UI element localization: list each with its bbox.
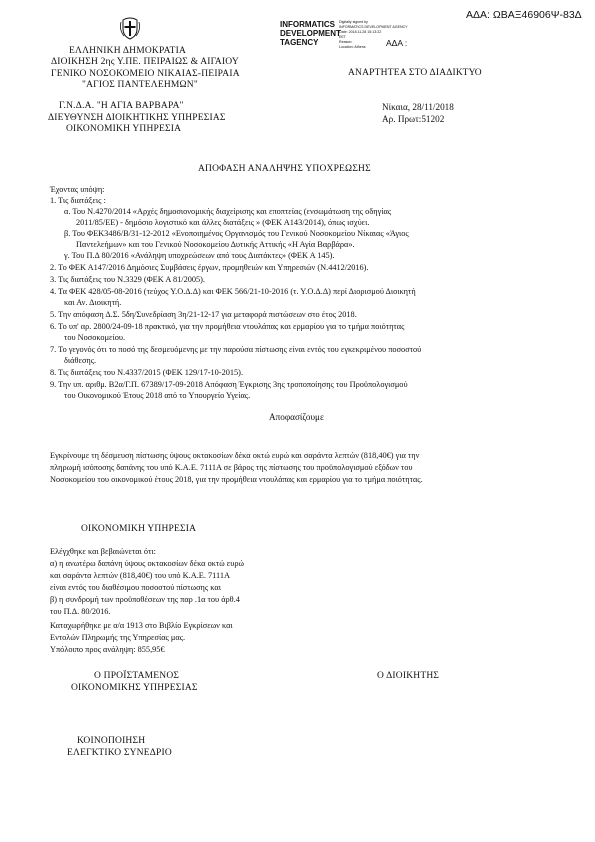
protocol-number: Αρ. Πρωτ:51202 [382,114,445,124]
financial-service-heading: ΟΙΚΟΝΟΜΙΚΗ ΥΠΗΡΕΣΙΑ [81,524,197,534]
body-line: Εγκρίνουμε τη δέσμευση πίστωσης ύψους οκτακοσίων δέκα οκτώ ευρώ και σαράντα λεπτών (818,40€) για την [50,451,420,460]
header-democracy: ΕΛΛΗΝΙΚΗ ΔΗΜΟΚΡΑΤΙΑ [69,46,187,56]
ada-number: ΑΔΑ: ΩΒΑΞ46906Ψ-83Δ [466,9,582,21]
list-item: του Οικονομικού Έτους 2018 από το Υπουργείο Υγείας. [64,391,251,400]
fin-line: β) η συνδρομή των προϋποθέσεων της παρ .1α του άρθ.4 [50,595,240,604]
list-item: γ. Του Π.Δ 80/2016 «Ανάληψη υποχρεώσεων από τους Διατάκτες» (ΦΕΚ Α 145). [64,251,335,260]
considering-heading: Έχοντας υπόψη: [50,185,105,194]
notify-heading: ΚΟΙΝΟΠΟΙΗΣΗ [77,736,146,746]
signatory-title-left: Ο ΠΡΟΪΣΤΑΜΕΝΟΣ [94,671,180,681]
list-item: 6. Το υπ' αρ. 2800/24-09-18 πρακτικό, για την προμήθεια ντουλάπας και ερμαρίου για το τμήμα ποιότητας [50,322,405,331]
fin-line: α) η ανωτέρω δαπάνη ύψους οκτακοσίων δέκα οκτώ ευρώ [50,559,244,568]
stamp-detail-line: INFORMATICS DEVELOPMENT AGENCY [339,25,408,29]
stamp-ada-label: ΑΔΑ : [386,38,408,48]
fin-line: Ελέγχθηκε και βεβαιώνεται ότι: [50,547,156,556]
coat-of-arms-icon [119,16,141,40]
header-hospital: ΓΕΝΙΚΟ ΝΟΣΟΚΟΜΕΙΟ ΝΙΚΑΙΑΣ-ΠΕΙΡΑΙΑ [51,69,240,79]
list-item: 2011/85/ΕΕ) - δημόσιο λογιστικό και άλλες διατάξεις » (ΦΕΚ Α143/2014), όπως ισχύει. [76,218,370,227]
stamp-logo-line: DEVELOPMENT [280,29,341,38]
list-item: 1. Τις διατάξεις : [50,196,106,205]
list-item: Παντελεήμων» και του Γενικού Νοσοκομείου Δυτικής Αττικής «Η Αγία Βαρβάρα». [76,240,355,249]
header-region: ΔΙΟΙΚΗΣΗ 2ης Υ.ΠΕ. ΠΕΙΡΑΙΩΣ & ΑΙΓΑΙΟΥ [51,57,239,67]
document-date: Νίκαια, 28/11/2018 [382,102,454,112]
list-item: 3. Τις διατάξεις του Ν.3329 (ΦΕΚ Α 81/2005). [50,275,206,284]
list-item: 2. Το ΦΕΚ Α147/2016 Δημόσιες Συμβάσεις έργων, προμηθειών και Υπηρεσιών (Ν.4412/2016). [50,263,369,272]
fin-line: Καταχωρήθηκε με α/α 1913 στο Βιβλίο Εγκρίσεων και [50,621,233,630]
signatory-title-right: Ο ΔΙΟΙΚΗΤΗΣ [377,671,440,681]
list-item: διάθεσης. [64,356,97,365]
list-item: β. Του ΦΕΚ3486/Β/31-12-2012 «Ενοποιημένος Οργανισμός του Γενικού Νοσοκομείου Νίκαιας «Άγιος [64,229,409,238]
publish-label: ΑΝΑΡΤΗΤΕΑ ΣΤΟ ΔΙΑΔΙΚΤΥΟ [348,68,482,78]
stamp-detail-line: EET [339,35,346,39]
decide-heading: Αποφασίζουμε [269,412,324,422]
list-item: 5. Την απόφαση Δ.Σ. 5δη/Συνεδρίαση 3η/21-12-17 για μεταφορά πιστώσεων στο έτος 2018. [50,310,357,319]
stamp-detail-line: Date: 2018.11.28 15:13:22 [339,30,382,34]
signature-stamp [280,20,341,47]
list-item: 8. Τις διατάξεις του Ν.4337/2015 (ΦΕΚ 129/17-10-2015). [50,368,244,377]
body-line: Νοσοκομείου του οικονομικού έτους 2018, για την προμήθεια ντουλάπας και ερμαρίου για το τμήμα ποιότητας. [50,475,423,484]
fin-line: Εντολών Πληρωμής της Υπηρεσίας μας. [50,633,186,642]
body-line: πληρωμή ισόποσης δαπάνης του υπό Κ.Α.Ε. 7111Α σε βάρος της πίστωσης του προϋπολογισμού εξόδων του [50,463,413,472]
list-item: του Νοσοκομείου. [64,333,126,342]
stamp-detail-line: Reason: [339,40,353,44]
list-item: 9. Την υπ. αριθμ. Β2α/Γ.Π. 67389/17-09-2018 Απόφαση Έγκρισης 3ης τροποποίησης του Προϋπολογισμού [50,380,408,389]
stamp-logo-line: TAGENCY [280,38,319,47]
list-item: α. Του Ν.4270/2014 «Αρχές δημοσιονομικής διαχείρισης και εποπτείας (ενσωμάτωση της οδηγίας [64,207,392,216]
fin-line: του Π.Δ. 80/2016. [50,607,111,616]
header-service: ΟΙΚΟΝΟΜΙΚΗ ΥΠΗΡΕΣΙΑ [66,124,182,134]
stamp-detail-line: Digitally signed by [339,20,368,24]
list-item: και Αν. Διοικητή. [64,298,122,307]
notify-recipient: ΕΛΕΓΚΤΙΚΟ ΣΥΝΕΔΡΙΟ [67,748,172,758]
fin-line: και σαράντα λεπτών (818,40€) του υπό Κ.Α.Ε. 7111Α [50,571,230,580]
fin-line: Υπόλοιπο προς ανάληψη: 855,95€ [50,645,165,654]
header-hospital-name: "ΑΓΙΟΣ ΠΑΝΤΕΛΕΗΜΩΝ" [82,80,198,90]
stamp-detail-line: Location: Athens [339,45,366,49]
stamp-logo-line: INFORMATICS [280,20,335,29]
list-item: 4. Τα ΦΕΚ 428/05-08-2016 (τεύχος Υ.Ο.Δ.Δ) και ΦΕΚ 566/21-10-2016 (τ. Υ.Ο.Δ.Δ) περί Διορισμού Διοικητή [50,287,416,296]
header-directorate: ΔΙΕΥΘΥΝΣΗ ΔΙΟΙΚΗΤΙΚΗΣ ΥΠΗΡΕΣΙΑΣ [48,113,226,123]
header-unit: Γ.Ν.Δ.Α. "Η ΑΓΙΑ ΒΑΡΒΑΡΑ" [59,101,184,111]
list-item: 7. Το γεγονός ότι το ποσό της δεσμευόμενης με την παρούσα πίστωσης είναι εντός του εγκεκριμένου ποσοστού [50,345,422,354]
fin-line: είναι εντός του διαθέσιμου ποσοστού πίστωσης και [50,583,221,592]
signatory-service-left: ΟΙΚΟΝΟΜΙΚΗΣ ΥΠΗΡΕΣΙΑΣ [71,683,198,693]
document-title: ΑΠΟΦΑΣΗ ΑΝΑΛΗΨΗΣ ΥΠΟΧΡΕΩΣΗΣ [198,164,371,174]
